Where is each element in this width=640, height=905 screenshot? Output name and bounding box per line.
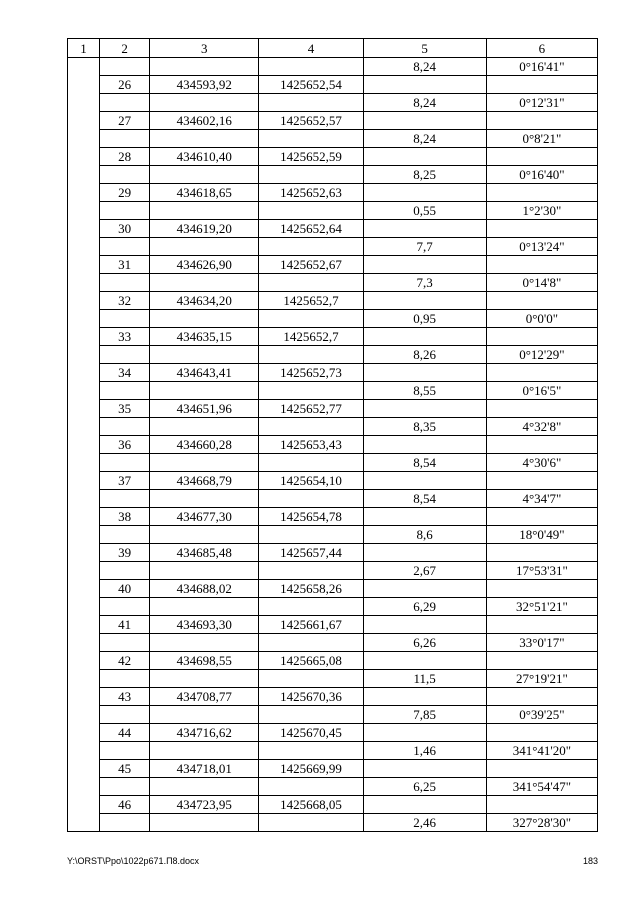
- point-number-cell: 33: [100, 328, 150, 346]
- table-row: [68, 202, 598, 220]
- y-coordinate-cell: 1425652,59: [259, 148, 363, 166]
- distance-cell: 8,6: [363, 526, 486, 544]
- distance-cell: 1,46: [363, 742, 486, 760]
- table-row: [68, 256, 598, 274]
- distance-cell: 8,24: [363, 58, 486, 76]
- table-row: [68, 544, 598, 562]
- table-row: [68, 454, 598, 472]
- distance-cell: 6,29: [363, 598, 486, 616]
- point-number-cell: [100, 346, 150, 364]
- angle-cell: 18°0'49": [486, 526, 597, 544]
- header-cell: 2: [100, 39, 150, 58]
- angle-cell: [486, 400, 597, 418]
- table-row: [68, 796, 598, 814]
- y-coordinate-cell: [259, 454, 363, 472]
- angle-cell: [486, 544, 597, 562]
- x-coordinate-cell: [150, 94, 259, 112]
- angle-cell: 17°53'31": [486, 562, 597, 580]
- table-row: [68, 598, 598, 616]
- table-row: [68, 418, 598, 436]
- x-coordinate-cell: 434635,15: [150, 328, 259, 346]
- point-number-cell: [100, 670, 150, 688]
- point-number-cell: 28: [100, 148, 150, 166]
- y-coordinate-cell: [259, 706, 363, 724]
- distance-cell: [363, 616, 486, 634]
- distance-cell: [363, 148, 486, 166]
- point-number-cell: [100, 274, 150, 292]
- point-number-cell: [100, 706, 150, 724]
- angle-cell: 33°0'17": [486, 634, 597, 652]
- table-row: [68, 760, 598, 778]
- angle-cell: [486, 688, 597, 706]
- y-coordinate-cell: 1425668,05: [259, 796, 363, 814]
- x-coordinate-cell: 434626,90: [150, 256, 259, 274]
- angle-cell: [486, 580, 597, 598]
- point-number-cell: 37: [100, 472, 150, 490]
- angle-cell: 0°39'25": [486, 706, 597, 724]
- point-number-cell: [100, 166, 150, 184]
- table-row: [68, 742, 598, 760]
- table-row: [68, 778, 598, 796]
- distance-cell: [363, 688, 486, 706]
- table-row: [68, 346, 598, 364]
- table-row: [68, 400, 598, 418]
- x-coordinate-cell: 434602,16: [150, 112, 259, 130]
- y-coordinate-cell: [259, 238, 363, 256]
- y-coordinate-cell: 1425669,99: [259, 760, 363, 778]
- distance-cell: [363, 796, 486, 814]
- angle-cell: [486, 256, 597, 274]
- point-number-cell: 34: [100, 364, 150, 382]
- point-number-cell: [100, 526, 150, 544]
- angle-cell: 4°30'6": [486, 454, 597, 472]
- angle-cell: 0°16'41": [486, 58, 597, 76]
- distance-cell: 6,25: [363, 778, 486, 796]
- x-coordinate-cell: 434593,92: [150, 76, 259, 94]
- point-number-cell: 26: [100, 76, 150, 94]
- x-coordinate-cell: [150, 202, 259, 220]
- point-number-cell: [100, 310, 150, 328]
- table-row: [68, 274, 598, 292]
- table-row: [68, 508, 598, 526]
- angle-cell: 0°12'31": [486, 94, 597, 112]
- y-coordinate-cell: [259, 490, 363, 508]
- angle-cell: [486, 472, 597, 490]
- table-row: [68, 436, 598, 454]
- x-coordinate-cell: [150, 562, 259, 580]
- distance-cell: [363, 652, 486, 670]
- y-coordinate-cell: 1425652,67: [259, 256, 363, 274]
- distance-cell: 8,54: [363, 490, 486, 508]
- y-coordinate-cell: 1425652,73: [259, 364, 363, 382]
- distance-cell: [363, 400, 486, 418]
- point-number-cell: 39: [100, 544, 150, 562]
- y-coordinate-cell: 1425665,08: [259, 652, 363, 670]
- angle-cell: 0°13'24": [486, 238, 597, 256]
- distance-cell: [363, 112, 486, 130]
- table-row: [68, 184, 598, 202]
- y-coordinate-cell: 1425652,77: [259, 400, 363, 418]
- point-number-cell: 38: [100, 508, 150, 526]
- y-coordinate-cell: [259, 382, 363, 400]
- point-number-cell: 41: [100, 616, 150, 634]
- y-coordinate-cell: 1425652,7: [259, 328, 363, 346]
- distance-cell: [363, 724, 486, 742]
- y-coordinate-cell: [259, 778, 363, 796]
- y-coordinate-cell: 1425658,26: [259, 580, 363, 598]
- x-coordinate-cell: [150, 238, 259, 256]
- table-row: [68, 328, 598, 346]
- header-cell: 3: [150, 39, 259, 58]
- x-coordinate-cell: [150, 274, 259, 292]
- section-cell: [68, 58, 100, 832]
- y-coordinate-cell: 1425657,44: [259, 544, 363, 562]
- table-row: [68, 652, 598, 670]
- angle-cell: [486, 184, 597, 202]
- table-row: [68, 148, 598, 166]
- x-coordinate-cell: 434610,40: [150, 148, 259, 166]
- angle-cell: [486, 616, 597, 634]
- y-coordinate-cell: [259, 274, 363, 292]
- point-number-cell: 43: [100, 688, 150, 706]
- y-coordinate-cell: [259, 634, 363, 652]
- y-coordinate-cell: [259, 526, 363, 544]
- distance-cell: [363, 544, 486, 562]
- point-number-cell: 45: [100, 760, 150, 778]
- point-number-cell: [100, 238, 150, 256]
- header-cell: 6: [486, 39, 597, 58]
- y-coordinate-cell: [259, 742, 363, 760]
- x-coordinate-cell: 434698,55: [150, 652, 259, 670]
- y-coordinate-cell: 1425670,36: [259, 688, 363, 706]
- point-number-cell: [100, 454, 150, 472]
- angle-cell: [486, 364, 597, 382]
- x-coordinate-cell: 434677,30: [150, 508, 259, 526]
- angle-cell: 0°14'8": [486, 274, 597, 292]
- y-coordinate-cell: [259, 418, 363, 436]
- x-coordinate-cell: 434718,01: [150, 760, 259, 778]
- table-row: [68, 292, 598, 310]
- distance-cell: 7,85: [363, 706, 486, 724]
- x-coordinate-cell: [150, 634, 259, 652]
- y-coordinate-cell: [259, 814, 363, 832]
- y-coordinate-cell: 1425652,54: [259, 76, 363, 94]
- angle-cell: 32°51'21": [486, 598, 597, 616]
- x-coordinate-cell: 434643,41: [150, 364, 259, 382]
- distance-cell: [363, 220, 486, 238]
- x-coordinate-cell: [150, 706, 259, 724]
- x-coordinate-cell: [150, 418, 259, 436]
- x-coordinate-cell: [150, 526, 259, 544]
- point-number-cell: [100, 130, 150, 148]
- y-coordinate-cell: [259, 94, 363, 112]
- angle-cell: 0°12'29": [486, 346, 597, 364]
- distance-cell: 8,54: [363, 454, 486, 472]
- distance-cell: 8,26: [363, 346, 486, 364]
- distance-cell: [363, 328, 486, 346]
- distance-cell: [363, 760, 486, 778]
- x-coordinate-cell: 434618,65: [150, 184, 259, 202]
- y-coordinate-cell: 1425670,45: [259, 724, 363, 742]
- angle-cell: 341°41'20": [486, 742, 597, 760]
- x-coordinate-cell: [150, 382, 259, 400]
- angle-cell: 4°32'8": [486, 418, 597, 436]
- angle-cell: 27°19'21": [486, 670, 597, 688]
- table-row: [68, 112, 598, 130]
- y-coordinate-cell: [259, 598, 363, 616]
- footer-page-number: 183: [582, 856, 598, 866]
- x-coordinate-cell: 434619,20: [150, 220, 259, 238]
- point-number-cell: 44: [100, 724, 150, 742]
- angle-cell: [486, 796, 597, 814]
- point-number-cell: [100, 58, 150, 76]
- y-coordinate-cell: [259, 166, 363, 184]
- angle-cell: 0°16'5": [486, 382, 597, 400]
- y-coordinate-cell: 1425653,43: [259, 436, 363, 454]
- table-row: [68, 634, 598, 652]
- table-row: [68, 724, 598, 742]
- distance-cell: [363, 580, 486, 598]
- table-row: [68, 472, 598, 490]
- x-coordinate-cell: 434634,20: [150, 292, 259, 310]
- point-number-cell: 27: [100, 112, 150, 130]
- table-row: [68, 166, 598, 184]
- x-coordinate-cell: 434708,77: [150, 688, 259, 706]
- x-coordinate-cell: 434716,62: [150, 724, 259, 742]
- x-coordinate-cell: [150, 346, 259, 364]
- distance-cell: 7,7: [363, 238, 486, 256]
- table-row: [68, 562, 598, 580]
- angle-cell: [486, 220, 597, 238]
- table-row: [68, 58, 598, 76]
- distance-cell: 2,46: [363, 814, 486, 832]
- x-coordinate-cell: 434660,28: [150, 436, 259, 454]
- distance-cell: 8,55: [363, 382, 486, 400]
- point-number-cell: [100, 94, 150, 112]
- x-coordinate-cell: [150, 130, 259, 148]
- angle-cell: 327°28'30": [486, 814, 597, 832]
- table-row: [68, 220, 598, 238]
- table-row: [68, 310, 598, 328]
- x-coordinate-cell: [150, 742, 259, 760]
- x-coordinate-cell: [150, 598, 259, 616]
- point-number-cell: [100, 598, 150, 616]
- table-row: [68, 814, 598, 832]
- point-number-cell: [100, 634, 150, 652]
- point-number-cell: [100, 814, 150, 832]
- angle-cell: [486, 148, 597, 166]
- point-number-cell: 40: [100, 580, 150, 598]
- x-coordinate-cell: 434693,30: [150, 616, 259, 634]
- distance-cell: 2,67: [363, 562, 486, 580]
- point-number-cell: 32: [100, 292, 150, 310]
- table-row: [68, 94, 598, 112]
- y-coordinate-cell: 1425652,57: [259, 112, 363, 130]
- y-coordinate-cell: [259, 310, 363, 328]
- distance-cell: 7,3: [363, 274, 486, 292]
- distance-cell: [363, 256, 486, 274]
- table-row: [68, 526, 598, 544]
- table-row: [68, 130, 598, 148]
- point-number-cell: [100, 742, 150, 760]
- footer-file-path: Y:\ORST\Ppo\1022p671.П8.docx: [67, 856, 200, 866]
- x-coordinate-cell: [150, 814, 259, 832]
- y-coordinate-cell: [259, 346, 363, 364]
- y-coordinate-cell: 1425652,63: [259, 184, 363, 202]
- header-cell: 1: [68, 39, 100, 58]
- distance-cell: 0,55: [363, 202, 486, 220]
- distance-cell: 8,25: [363, 166, 486, 184]
- x-coordinate-cell: [150, 778, 259, 796]
- point-number-cell: 31: [100, 256, 150, 274]
- distance-cell: [363, 292, 486, 310]
- distance-cell: 8,35: [363, 418, 486, 436]
- x-coordinate-cell: 434688,02: [150, 580, 259, 598]
- point-number-cell: 36: [100, 436, 150, 454]
- y-coordinate-cell: [259, 670, 363, 688]
- distance-cell: [363, 184, 486, 202]
- angle-cell: [486, 724, 597, 742]
- distance-cell: [363, 508, 486, 526]
- header-cell: 4: [259, 39, 363, 58]
- angle-cell: [486, 652, 597, 670]
- table-row: [68, 670, 598, 688]
- y-coordinate-cell: [259, 562, 363, 580]
- y-coordinate-cell: 1425661,67: [259, 616, 363, 634]
- angle-cell: [486, 328, 597, 346]
- y-coordinate-cell: 1425652,64: [259, 220, 363, 238]
- point-number-cell: [100, 490, 150, 508]
- x-coordinate-cell: [150, 310, 259, 328]
- angle-cell: [486, 76, 597, 94]
- header-row: [68, 39, 598, 58]
- point-number-cell: [100, 418, 150, 436]
- distance-cell: [363, 436, 486, 454]
- y-coordinate-cell: 1425654,10: [259, 472, 363, 490]
- y-coordinate-cell: 1425654,78: [259, 508, 363, 526]
- table-row: [68, 706, 598, 724]
- distance-cell: [363, 472, 486, 490]
- angle-cell: [486, 436, 597, 454]
- angle-cell: [486, 112, 597, 130]
- table-row: [68, 238, 598, 256]
- distance-cell: [363, 364, 486, 382]
- table-row: [68, 688, 598, 706]
- x-coordinate-cell: 434723,95: [150, 796, 259, 814]
- distance-cell: 8,24: [363, 130, 486, 148]
- point-number-cell: 46: [100, 796, 150, 814]
- point-number-cell: [100, 382, 150, 400]
- table-row: [68, 580, 598, 598]
- point-number-cell: 35: [100, 400, 150, 418]
- table-body: [68, 58, 598, 832]
- angle-cell: [486, 508, 597, 526]
- angle-cell: 0°8'21": [486, 130, 597, 148]
- point-number-cell: 30: [100, 220, 150, 238]
- angle-cell: [486, 292, 597, 310]
- point-number-cell: [100, 562, 150, 580]
- x-coordinate-cell: 434685,48: [150, 544, 259, 562]
- x-coordinate-cell: [150, 670, 259, 688]
- point-number-cell: [100, 202, 150, 220]
- point-number-cell: 42: [100, 652, 150, 670]
- x-coordinate-cell: [150, 454, 259, 472]
- y-coordinate-cell: [259, 202, 363, 220]
- x-coordinate-cell: 434668,79: [150, 472, 259, 490]
- angle-cell: 0°0'0": [486, 310, 597, 328]
- x-coordinate-cell: [150, 490, 259, 508]
- point-number-cell: [100, 778, 150, 796]
- distance-cell: 8,24: [363, 94, 486, 112]
- table-row: [68, 76, 598, 94]
- distance-cell: 6,26: [363, 634, 486, 652]
- distance-cell: 11,5: [363, 670, 486, 688]
- angle-cell: [486, 760, 597, 778]
- x-coordinate-cell: [150, 166, 259, 184]
- table-row: [68, 364, 598, 382]
- table-row: [68, 490, 598, 508]
- header-cell: 5: [363, 39, 486, 58]
- angle-cell: 0°16'40": [486, 166, 597, 184]
- table-row: [68, 382, 598, 400]
- x-coordinate-cell: [150, 58, 259, 76]
- distance-cell: [363, 76, 486, 94]
- x-coordinate-cell: 434651,96: [150, 400, 259, 418]
- distance-cell: 0,95: [363, 310, 486, 328]
- y-coordinate-cell: [259, 130, 363, 148]
- point-number-cell: 29: [100, 184, 150, 202]
- coordinates-table: [67, 38, 598, 832]
- table-row: [68, 616, 598, 634]
- y-coordinate-cell: 1425652,7: [259, 292, 363, 310]
- angle-cell: 341°54'47": [486, 778, 597, 796]
- y-coordinate-cell: [259, 58, 363, 76]
- angle-cell: 4°34'7": [486, 490, 597, 508]
- angle-cell: 1°2'30": [486, 202, 597, 220]
